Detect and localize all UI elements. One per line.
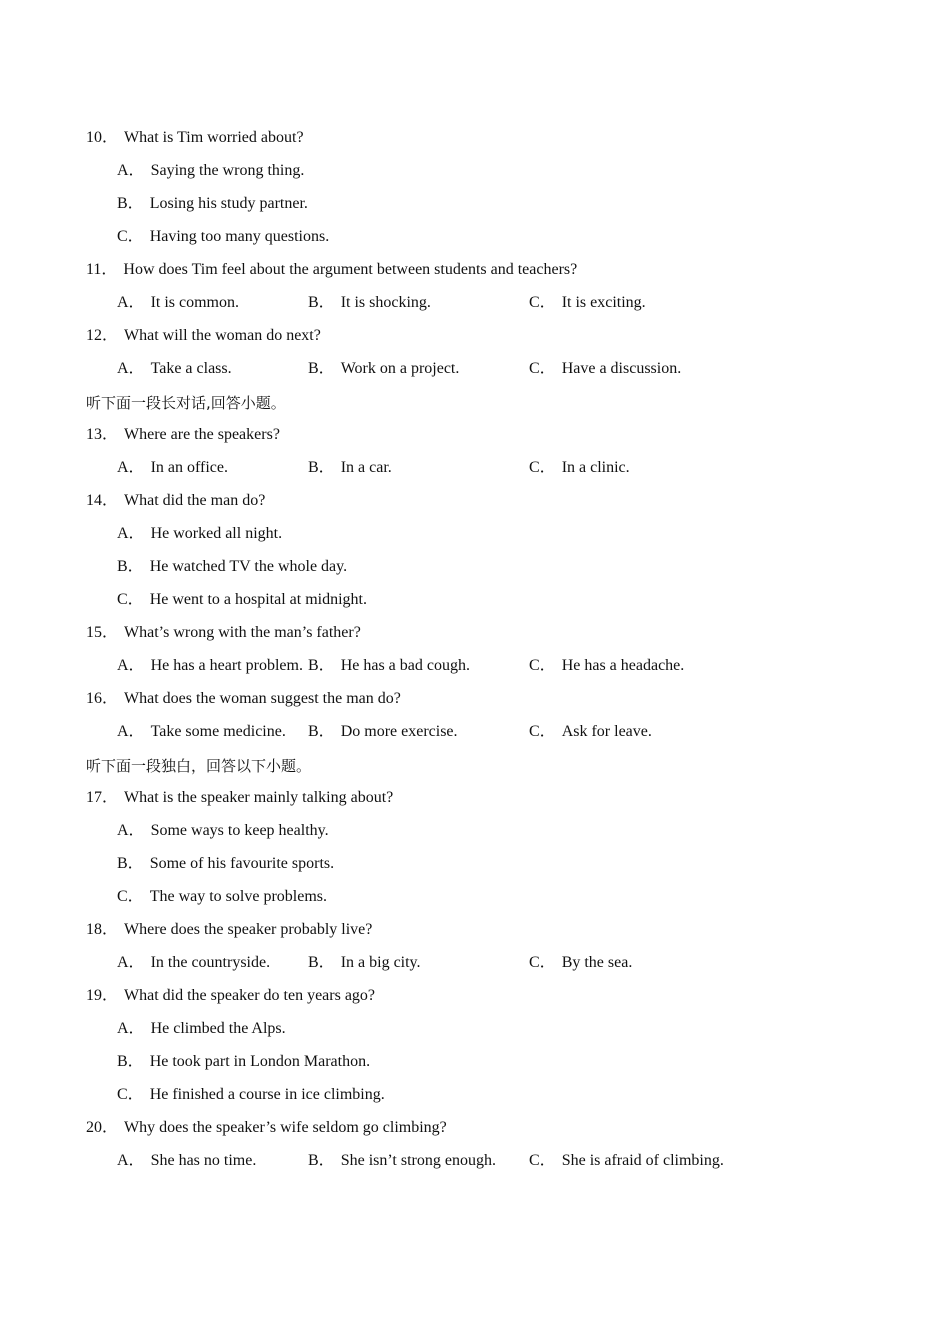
question-13 — [86, 425, 280, 458]
option-12-c — [529, 359, 681, 379]
option-text: She isn’t strong enough. — [340, 1152, 496, 1169]
option-text: Take a class. — [150, 360, 232, 377]
option-16-b — [308, 722, 458, 742]
option-letter: C． — [529, 360, 556, 377]
options-row-18 — [0, 953, 950, 986]
option-text: He worked all night. — [150, 525, 283, 542]
option-letter: A． — [117, 657, 145, 674]
option-letter: A． — [117, 294, 145, 311]
option-13-a — [117, 458, 228, 478]
option-11-b — [308, 293, 431, 313]
question-number: 17． — [86, 789, 119, 806]
option-20-c — [529, 1151, 724, 1171]
question-number: 18． — [86, 921, 119, 938]
option-text: Take some medicine. — [150, 723, 286, 740]
option-text: He finished a course in ice climbing. — [149, 1086, 385, 1103]
option-10-b — [117, 194, 308, 227]
option-text: It is shocking. — [340, 294, 431, 311]
option-text: She has no time. — [150, 1152, 257, 1169]
option-text: Work on a project. — [340, 360, 460, 377]
option-letter: B． — [308, 294, 335, 311]
question-19 — [86, 986, 375, 1019]
option-letter: A． — [117, 1020, 145, 1037]
option-letter: C． — [529, 294, 556, 311]
option-letter: B． — [308, 459, 335, 476]
option-15-b — [308, 656, 470, 676]
question-text: What does the woman suggest the man do? — [124, 690, 401, 707]
option-text: It is exciting. — [561, 294, 646, 311]
option-12-a — [117, 359, 232, 379]
option-text: He has a bad cough. — [340, 657, 470, 674]
option-text: He went to a hospital at midnight. — [149, 591, 367, 608]
option-text: He watched TV the whole day. — [149, 558, 348, 575]
option-12-b — [308, 359, 459, 379]
question-number: 20． — [86, 1119, 119, 1136]
question-number: 12． — [86, 327, 119, 344]
options-row-11 — [0, 293, 950, 326]
question-text: What is the speaker mainly talking about? — [124, 789, 394, 806]
option-text: In an office. — [150, 459, 229, 476]
question-16 — [86, 689, 401, 722]
question-number: 10． — [86, 129, 119, 146]
question-20 — [86, 1118, 447, 1151]
option-letter: A． — [117, 360, 145, 377]
option-letter: B． — [117, 1053, 144, 1070]
option-18-b — [308, 953, 421, 973]
question-text: How does Tim feel about the argument between students and teachers? — [123, 261, 578, 278]
question-text: What will the woman do next? — [124, 327, 321, 344]
option-letter: A． — [117, 1152, 145, 1169]
option-letter: A． — [117, 162, 145, 179]
question-number: 11． — [86, 261, 118, 278]
options-row-15 — [0, 656, 950, 689]
options-row-20 — [0, 1151, 950, 1184]
option-text: The way to solve problems. — [149, 888, 327, 905]
option-15-a — [117, 656, 303, 676]
section-instruction-dialogue: 听下面一段长对话,回答小题。 — [86, 394, 286, 412]
question-18 — [86, 920, 372, 953]
option-text: In a clinic. — [561, 459, 630, 476]
option-11-c — [529, 293, 646, 313]
option-letter: C． — [529, 459, 556, 476]
question-text: What is Tim worried about? — [124, 129, 304, 146]
option-letter: C． — [117, 228, 144, 245]
option-14-c — [117, 590, 367, 623]
option-letter: B． — [117, 195, 144, 212]
section-instruction-monologue: 听下面一段独白，回答以下小题。 — [86, 757, 312, 775]
question-text: What did the speaker do ten years ago? — [124, 987, 376, 1004]
option-text: It is common. — [150, 294, 239, 311]
option-18-c — [529, 953, 632, 973]
question-number: 19． — [86, 987, 119, 1004]
option-text: Have a discussion. — [561, 360, 682, 377]
question-12 — [86, 326, 321, 359]
option-letter: B． — [308, 954, 335, 971]
option-letter: C． — [117, 1086, 144, 1103]
option-14-b — [117, 557, 347, 590]
question-text: Where are the speakers? — [124, 426, 280, 443]
option-text: In a big city. — [340, 954, 421, 971]
option-letter: C． — [529, 1152, 556, 1169]
option-text: Ask for leave. — [561, 723, 652, 740]
question-11 — [86, 260, 577, 293]
option-letter: B． — [308, 360, 335, 377]
option-text: Losing his study partner. — [149, 195, 308, 212]
option-letter: C． — [529, 723, 556, 740]
option-text: Having too many questions. — [149, 228, 330, 245]
option-text: She is afraid of climbing. — [561, 1152, 724, 1169]
question-number: 16． — [86, 690, 119, 707]
option-13-c — [529, 458, 630, 478]
option-16-c — [529, 722, 652, 742]
option-letter: B． — [308, 723, 335, 740]
option-20-b — [308, 1151, 496, 1171]
option-15-c — [529, 656, 684, 676]
option-19-c — [117, 1085, 385, 1118]
option-text: He took part in London Marathon. — [149, 1053, 371, 1070]
question-15 — [86, 623, 361, 656]
option-10-c — [117, 227, 329, 260]
options-row-13 — [0, 458, 950, 491]
option-letter: C． — [529, 954, 556, 971]
question-10 — [86, 128, 304, 161]
option-19-b — [117, 1052, 370, 1085]
option-letter: A． — [117, 723, 145, 740]
option-text: Some of his favourite sports. — [149, 855, 335, 872]
options-row-12 — [0, 359, 950, 392]
option-letter: C． — [117, 591, 144, 608]
option-letter: B． — [308, 1152, 335, 1169]
option-text: In the countryside. — [150, 954, 271, 971]
option-text: He has a heart problem. — [150, 657, 303, 674]
option-13-b — [308, 458, 392, 478]
option-letter: B． — [117, 558, 144, 575]
option-17-a — [117, 821, 329, 854]
option-text: He climbed the Alps. — [150, 1020, 286, 1037]
option-text: Do more exercise. — [340, 723, 458, 740]
question-14 — [86, 491, 265, 524]
option-letter: A． — [117, 525, 145, 542]
option-text: He has a headache. — [561, 657, 685, 674]
option-text: Saying the wrong thing. — [150, 162, 305, 179]
option-text: In a car. — [340, 459, 392, 476]
option-16-a — [117, 722, 286, 742]
option-letter: C． — [117, 888, 144, 905]
option-17-c — [117, 887, 327, 920]
option-letter: A． — [117, 822, 145, 839]
option-letter: B． — [117, 855, 144, 872]
option-letter: A． — [117, 954, 145, 971]
option-11-a — [117, 293, 239, 313]
option-17-b — [117, 854, 334, 887]
question-17 — [86, 788, 393, 821]
question-text: Where does the speaker probably live? — [124, 921, 373, 938]
option-text: By the sea. — [561, 954, 633, 971]
option-letter: C． — [529, 657, 556, 674]
options-row-16 — [0, 722, 950, 755]
question-number: 13． — [86, 426, 119, 443]
question-number: 14． — [86, 492, 119, 509]
option-letter: B． — [308, 657, 335, 674]
question-text: Why does the speaker’s wife seldom go climbing? — [124, 1119, 447, 1136]
option-text: Some ways to keep healthy. — [150, 822, 329, 839]
question-text: What’s wrong with the man’s father? — [124, 624, 361, 641]
question-number: 15． — [86, 624, 119, 641]
question-text: What did the man do? — [124, 492, 266, 509]
option-10-a — [117, 161, 304, 194]
option-19-a — [117, 1019, 286, 1052]
option-20-a — [117, 1151, 256, 1171]
option-14-a — [117, 524, 282, 557]
option-18-a — [117, 953, 270, 973]
option-letter: A． — [117, 459, 145, 476]
